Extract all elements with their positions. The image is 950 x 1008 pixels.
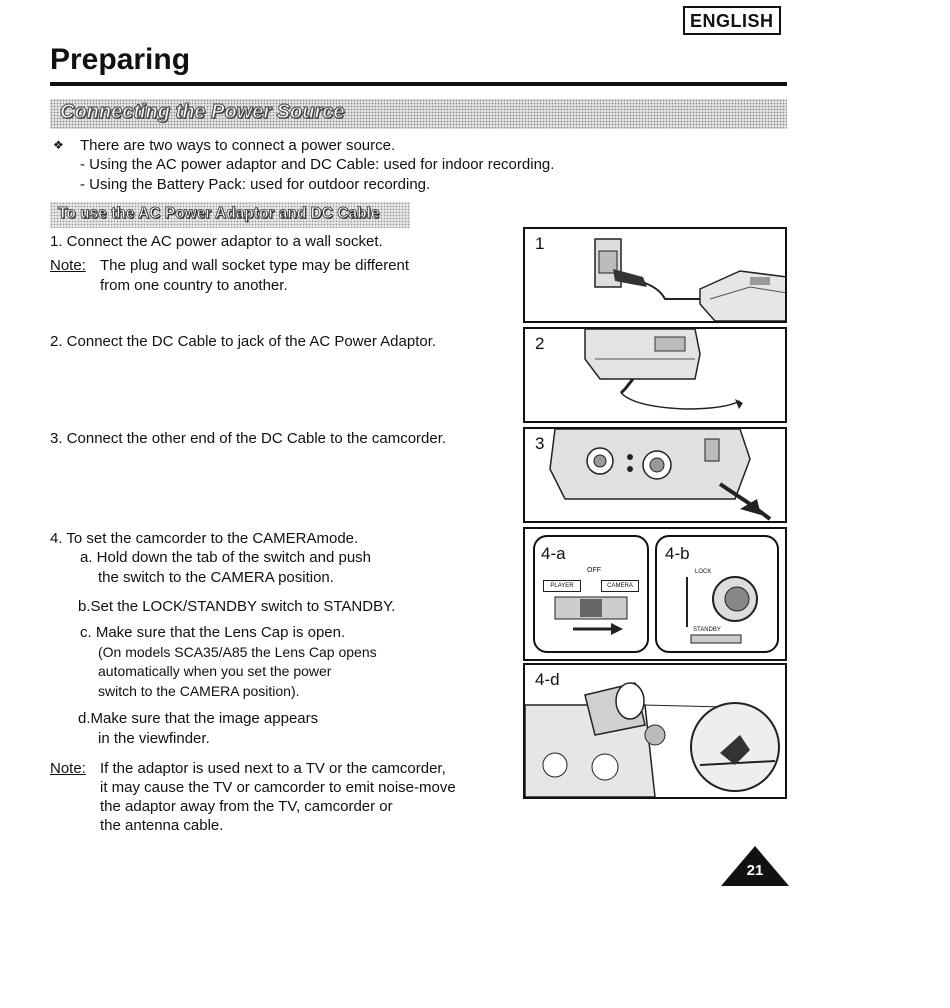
- switch-off-label: OFF: [587, 567, 601, 574]
- step-4c-line-3: automatically when you set the power: [98, 663, 332, 679]
- title-divider: [50, 82, 787, 86]
- page-number: 21: [746, 862, 764, 879]
- note-1-line-2: from one country to another.: [100, 277, 288, 294]
- page-title: Preparing: [50, 43, 191, 76]
- figure-4a: [533, 535, 649, 653]
- step-4c-line-1: c. Make sure that the Lens Cap is open.: [80, 624, 346, 641]
- step-4c-line-4: switch to the CAMERA position).: [98, 683, 300, 699]
- figure-3-label: 3: [535, 434, 545, 453]
- figure-1-label: 1: [535, 234, 545, 253]
- note-2-line-2: it may cause the TV or camcorder to emit noise-move: [100, 779, 456, 796]
- step-4a-line-1: a. Hold down the tab of the switch and push: [80, 549, 372, 566]
- figure-4d-label: 4-d: [535, 670, 560, 689]
- step-3: 3. Connect the other end of the DC Cable to the camcorder.: [50, 430, 447, 447]
- viewfinder-illustration: [525, 665, 785, 797]
- way-indoor: - Using the AC power adaptor and DC Cable: used for indoor recording.: [80, 156, 555, 173]
- wall-socket-illustration: [525, 229, 785, 321]
- figure-4b-label: 4-b: [665, 544, 690, 563]
- camcorder-jack-illustration: [525, 429, 785, 521]
- note-2-line-4: the antenna cable.: [100, 817, 224, 834]
- page-number-badge: [721, 846, 789, 886]
- lock-standby-illustration: [657, 537, 777, 651]
- figure-4b: [655, 535, 779, 653]
- figure-3: [523, 427, 787, 523]
- subheading-text: To use the AC Power Adaptor and DC Cable: [58, 205, 380, 222]
- lock-label: LOCK: [695, 569, 712, 575]
- step-4d-line-1: d.Make sure that the image appears: [78, 710, 319, 727]
- figure-4d: [523, 663, 787, 799]
- figure-2: [523, 327, 787, 423]
- switch-camera-label: CAMERA: [601, 580, 639, 592]
- step-4d-line-2: in the viewfinder.: [98, 730, 210, 747]
- note-1-label: Note:: [50, 257, 86, 274]
- standby-label: STANDBY: [693, 627, 721, 633]
- section-title: Connecting the Power Source: [60, 101, 345, 123]
- mode-switch-illustration: [535, 537, 647, 651]
- switch-player-label: PLAYER: [543, 580, 581, 592]
- subheading-banner: [50, 202, 410, 228]
- section-banner: [50, 99, 787, 129]
- bullet-icon: ❖: [53, 138, 64, 152]
- language-badge: ENGLISH: [683, 6, 781, 35]
- step-1: 1. Connect the AC power adaptor to a wall socket.: [50, 233, 383, 250]
- figure-2-label: 2: [535, 334, 545, 353]
- intro-text: There are two ways to connect a power source.: [80, 137, 396, 154]
- step-4: 4. To set the camcorder to the CAMERAmode.: [50, 530, 359, 547]
- figure-1: [523, 227, 787, 323]
- note-1-line-1: The plug and wall socket type may be different: [100, 257, 410, 274]
- dc-cable-illustration: [525, 329, 785, 421]
- step-2: 2. Connect the DC Cable to jack of the AC Power Adaptor.: [50, 333, 437, 350]
- step-4b: b.Set the LOCK/STANDBY switch to STANDBY.: [78, 598, 396, 615]
- way-outdoor: - Using the Battery Pack: used for outdoor recording.: [80, 176, 431, 193]
- note-2-line-1: If the adaptor is used next to a TV or the camcorder,: [100, 760, 446, 777]
- step-4a-line-2: the switch to the CAMERA position.: [98, 569, 334, 586]
- note-2-label: Note:: [50, 760, 86, 777]
- figure-4a-label: 4-a: [541, 544, 566, 563]
- note-2-line-3: the adaptor away from the TV, camcorder or: [100, 798, 393, 815]
- figure-4ab: [523, 527, 787, 661]
- step-4c-line-2: (On models SCA35/A85 the Lens Cap opens: [98, 644, 377, 660]
